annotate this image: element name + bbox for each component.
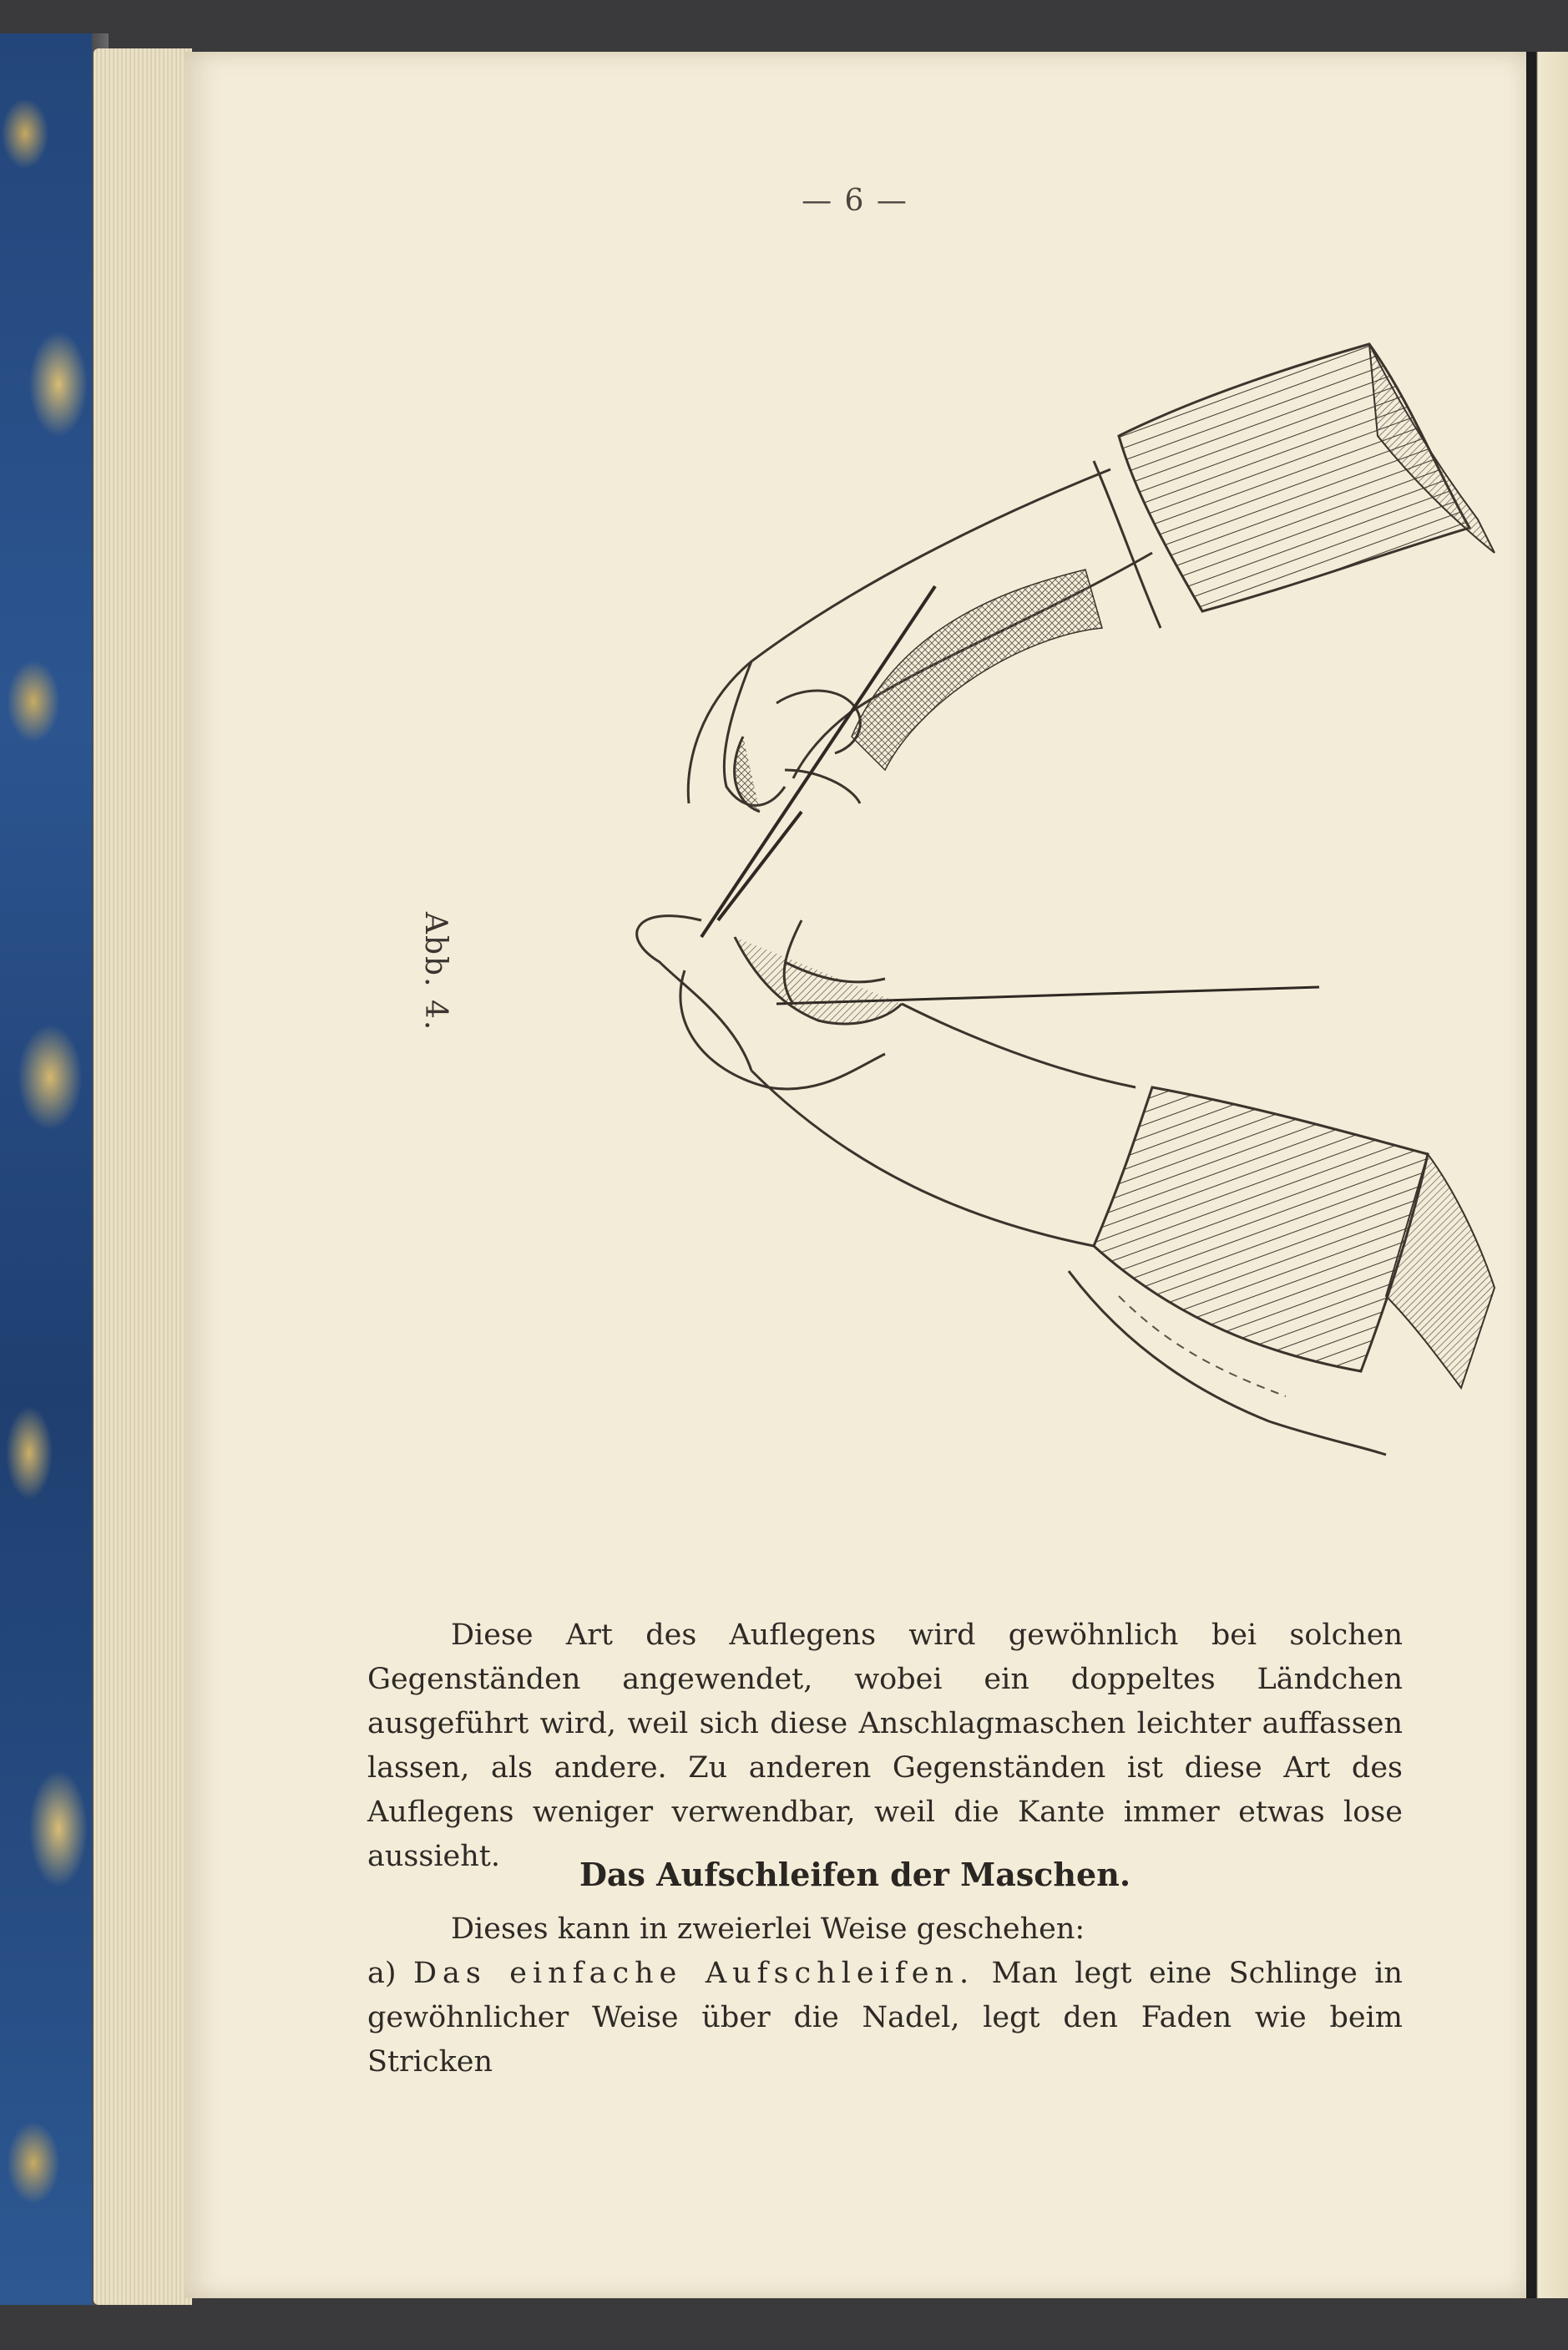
lower-arm [751, 1004, 1136, 1246]
book-page [184, 52, 1526, 2298]
body-paragraph-2 [367, 1907, 1403, 2084]
upper-arm [688, 469, 1152, 803]
figure-label: Abb. 4. [418, 912, 453, 1032]
section-heading: Das Aufschleifen der Maschen. [579, 1856, 1131, 1893]
item-a-text: Man legt eine Schlinge in gewöhnlicher Weise über die Nadel, legt den Faden wie beim Stricken [367, 1957, 1403, 2079]
page-stack [94, 48, 192, 2305]
hands-illustration-svg [384, 269, 1520, 1622]
item-a-prefix: a) [367, 1957, 413, 1990]
illustration-hands-casting-on [384, 269, 1520, 1622]
lower-hand [637, 916, 902, 1089]
upper-hand [724, 661, 860, 812]
item-a-title: Das einfache Aufschleifen. [412, 1957, 975, 1990]
next-page-edge [1526, 52, 1568, 2298]
marbled-cover [0, 33, 97, 2305]
upper-cuff [1094, 344, 1495, 628]
body-paragraph-1: Diese Art des Auflegens wird gewöhnlich bei solchen Gegenständen angewendet, wobei ein doppeltes Ländchen ausgeführt wird, weil sich diese Anschlagmaschen leichter auffassen lassen, als andere. Zu anderen Gegenständen ist diese Art des Auflegens weniger verwendbar, weil die Kante immer etwas lose aussieht. [367, 1618, 1403, 1873]
section-intro: Dieses kann in zweierlei Weise geschehen: [451, 1912, 1085, 1946]
page-number: — 6 — [802, 184, 908, 218]
lower-cuff [1069, 1087, 1495, 1455]
